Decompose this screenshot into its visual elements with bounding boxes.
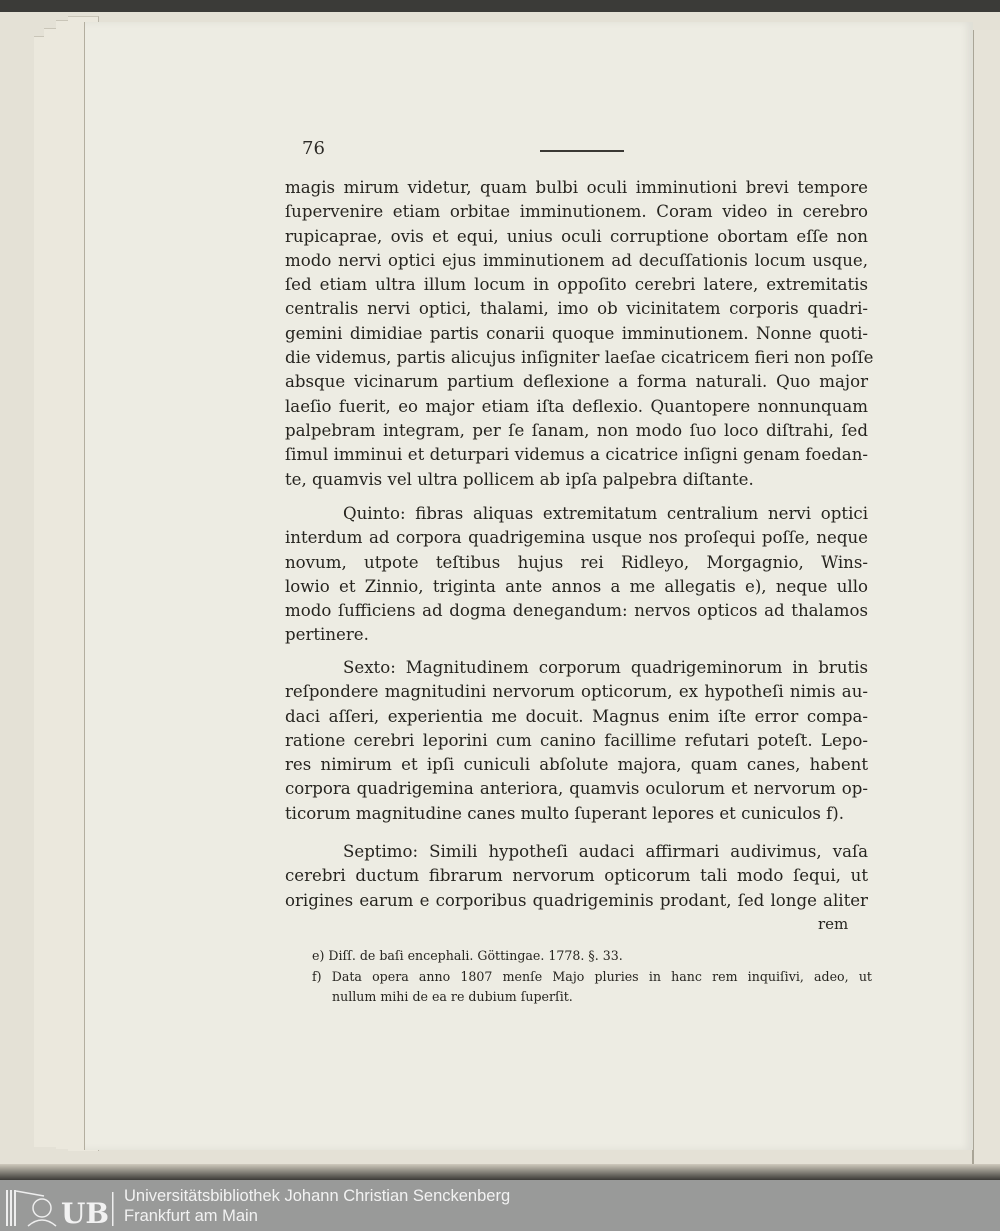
text-line: palpebram integram, per ſe ſanam, non modo ſuo loco diſtrahi, ſed xyxy=(285,420,868,440)
footnote-f xyxy=(312,967,872,1007)
library-name: Universitätsbibliothek Johann Christian Senckenberg xyxy=(124,1187,511,1205)
text-line: origines earum e corporibus quadrigeminis prodant, ſed longe aliter xyxy=(285,890,868,910)
text-line: centralis nervi optici, thalami, imo ob vicinitatem corporis quadri- xyxy=(285,299,868,319)
text-line: novum, utpote teſtibus hujus rei Ridleyo, Morgagnio, Wins- xyxy=(285,552,868,572)
paragraph-sexto xyxy=(285,656,868,826)
text-line: modo nervi optici ejus imminutionem ad decuſſationis locum usque, xyxy=(285,250,868,270)
text-line: rupicaprae, ovis et equi, unius oculi corruptione obortam eſſe non xyxy=(285,226,868,246)
footnote-line: nullum mihi de ea re dubium ſuperſit. xyxy=(332,989,573,1004)
ub-logo-icon xyxy=(4,1188,116,1228)
text-line: Quinto: fibras aliquas extremitatum centralium nervi optici xyxy=(343,504,868,523)
text-line: Septimo: Simili hypotheſi audaci affirmari audivimus, vaſa xyxy=(343,842,868,861)
text-line: ticorum magnitudine canes multo ſuperant lepores et cuniculos f). xyxy=(285,803,845,823)
text-line: lowio et Zinnio, triginta ante annos a me allegatis e), neque ullo xyxy=(285,576,868,596)
text-line: laeſio fuerit, eo major etiam iſta deflexio. Quantopere nonnunquam xyxy=(285,396,868,416)
text-line: absque vicinarum partium deflexione a forma naturali. Quo major xyxy=(285,372,868,392)
text-line: interdum ad corpora quadrigemina usque nos proſequi poſſe, neque xyxy=(285,528,868,548)
text-line: modo ſufficiens ad dogma denegandum: nervos opticos ad thalamos xyxy=(285,601,868,621)
text-line: reſpondere magnitudini nervorum opticorum, ex hypotheſi nimis au- xyxy=(285,682,868,702)
paragraph-quinto xyxy=(285,502,868,648)
catchword: rem xyxy=(818,915,849,933)
footnote-line: f) Data opera anno 1807 menſe Majo pluries in hanc rem inquiſivi, adeo, ut xyxy=(312,969,872,984)
footnote-e xyxy=(312,946,872,966)
text-line: die videmus, partis alicujus inſigniter laeſae cicatricem fieri non poſſe xyxy=(285,348,874,368)
text-line: ſed etiam ultra illum locum in oppoſito cerebri latere, extremitatis xyxy=(285,275,868,295)
text-line: res nimirum et ipſi cuniculi abſolute majora, quam canes, habent xyxy=(285,755,868,775)
text-line: gemini dimidiae partis conarii quoque imminutionem. Nonne quoti- xyxy=(285,323,868,343)
text-line: Sexto: Magnitudinem corporum quadrigeminorum in brutis xyxy=(343,658,868,677)
text-line: ſupervenire etiam orbitae imminutionem. Coram video in cerebro xyxy=(285,202,868,222)
text-line: cerebri ductum fibrarum nervorum opticorum tali modo ſequi, ut xyxy=(285,866,868,886)
header-rule xyxy=(540,150,624,152)
text-line: ratione cerebri leporini cum canino facillime refutari poteſt. Lepo- xyxy=(285,730,868,750)
text-line: magis mirum videtur, quam bulbi oculi imminutioni brevi tempore xyxy=(285,178,868,197)
library-city: Frankfurt am Main xyxy=(124,1207,258,1225)
page-number: 76 xyxy=(302,138,325,159)
next-page-edge xyxy=(972,30,1000,1170)
text-line: ſimul imminui et deturpari videmus a cicatrice inſigni genam foedan- xyxy=(285,445,868,465)
library-footer xyxy=(0,1180,1000,1231)
svg-text:UB: UB xyxy=(61,1197,110,1228)
text-line: corpora quadrigemina anteriora, quamvis oculorum et nervorum op- xyxy=(285,779,868,799)
text-line: daci aſſeri, experientia me docuit. Magnus enim iſte error compa- xyxy=(285,706,868,726)
footnote-line: e) Diſſ. de baſi encephali. Göttingae. 1778. §. 33. xyxy=(312,948,623,963)
text-line: te, quamvis vel ultra pollicem ab ipſa palpebra diſtante. xyxy=(285,469,754,489)
paragraph-1 xyxy=(285,176,874,492)
scan-shadow xyxy=(0,1164,1000,1180)
text-line: pertinere. xyxy=(285,625,369,645)
paragraph-septimo xyxy=(285,840,868,913)
